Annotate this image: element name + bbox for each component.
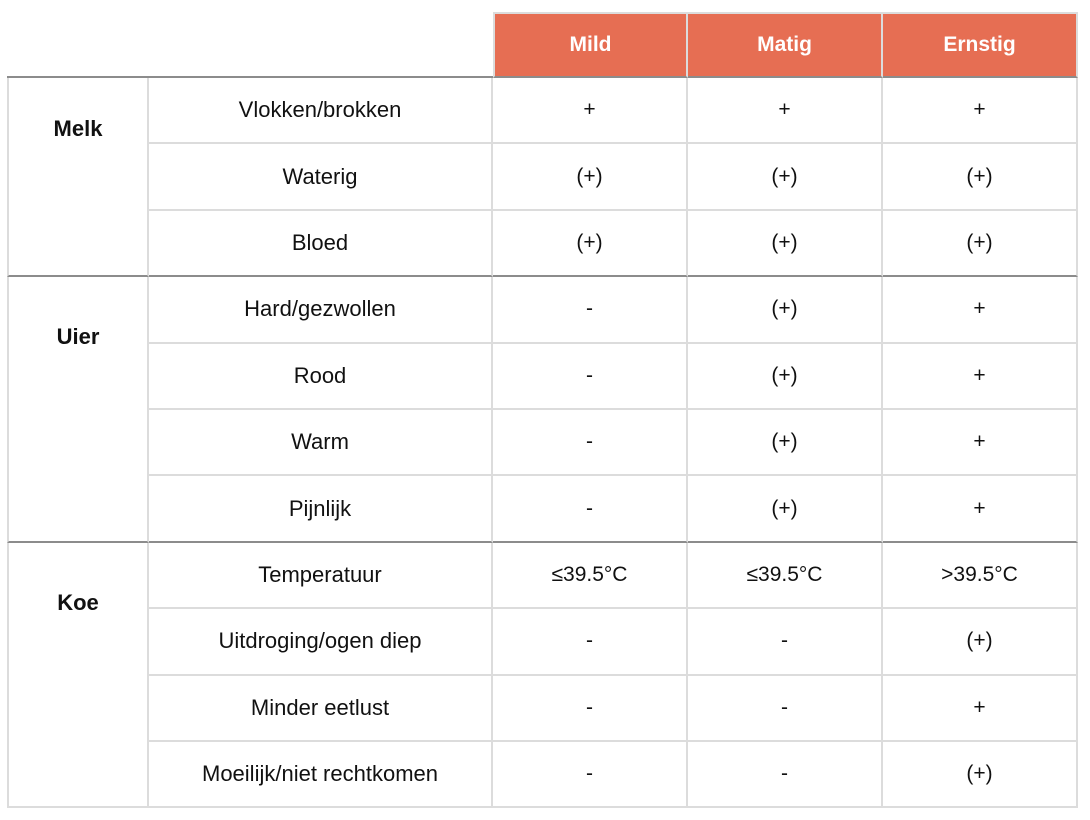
symptom-label: Hard/gezwollen xyxy=(149,277,493,343)
table-cell: - xyxy=(688,742,883,808)
table-cell: - xyxy=(493,476,688,542)
table-cell: (+) xyxy=(493,211,688,277)
table-cell: ≤39.5°C xyxy=(493,543,688,609)
group-label-uier xyxy=(7,277,149,543)
symptom-label: Warm xyxy=(149,410,493,476)
table-cell: + xyxy=(883,277,1078,343)
table-cell: - xyxy=(688,676,883,742)
header-blank xyxy=(7,12,493,78)
table-cell: >39.5°C xyxy=(883,543,1078,609)
severity-table xyxy=(7,12,1078,808)
table-cell: (+) xyxy=(688,211,883,277)
table-cell: - xyxy=(493,742,688,808)
table-cell: (+) xyxy=(883,742,1078,808)
symptom-label: Rood xyxy=(149,344,493,410)
table-cell: + xyxy=(688,78,883,144)
group-label-melk xyxy=(7,78,149,277)
table-cell: + xyxy=(883,476,1078,542)
table-cell: + xyxy=(883,78,1078,144)
column-header-matig: Matig xyxy=(688,12,883,78)
table-cell: (+) xyxy=(688,344,883,410)
table-cell: (+) xyxy=(493,144,688,210)
table-cell: ≤39.5°C xyxy=(688,543,883,609)
table-cell: (+) xyxy=(688,410,883,476)
symptom-label: Minder eetlust xyxy=(149,676,493,742)
symptom-label: Temperatuur xyxy=(149,543,493,609)
table-cell: (+) xyxy=(883,609,1078,675)
table-cell: (+) xyxy=(883,144,1078,210)
table-cell: (+) xyxy=(688,144,883,210)
table-cell: - xyxy=(688,609,883,675)
table-cell: - xyxy=(493,410,688,476)
symptom-label: Pijnlijk xyxy=(149,476,493,542)
symptom-label: Bloed xyxy=(149,211,493,277)
group-label-text: Melk xyxy=(53,116,103,141)
table-cell: + xyxy=(883,344,1078,410)
symptom-label: Waterig xyxy=(149,144,493,210)
table-cell: - xyxy=(493,344,688,410)
symptom-label: Moeilijk/niet rechtkomen xyxy=(149,742,493,808)
symptom-label: Uitdroging/ogen diep xyxy=(149,609,493,675)
table-cell: (+) xyxy=(883,211,1078,277)
column-header-mild: Mild xyxy=(493,12,688,78)
symptom-label: Vlokken/brokken xyxy=(149,78,493,144)
table-cell: - xyxy=(493,609,688,675)
table-cell: - xyxy=(493,676,688,742)
table-cell: + xyxy=(883,676,1078,742)
group-label-text: Uier xyxy=(56,324,100,350)
group-label-koe xyxy=(7,543,149,809)
table-cell: + xyxy=(493,78,688,144)
table-cell: - xyxy=(493,277,688,343)
group-label-text: Koe xyxy=(57,589,99,615)
column-header-ernstig: Ernstig xyxy=(883,12,1078,78)
table-cell: (+) xyxy=(688,277,883,343)
table-cell: + xyxy=(883,410,1078,476)
table-cell: (+) xyxy=(688,476,883,542)
